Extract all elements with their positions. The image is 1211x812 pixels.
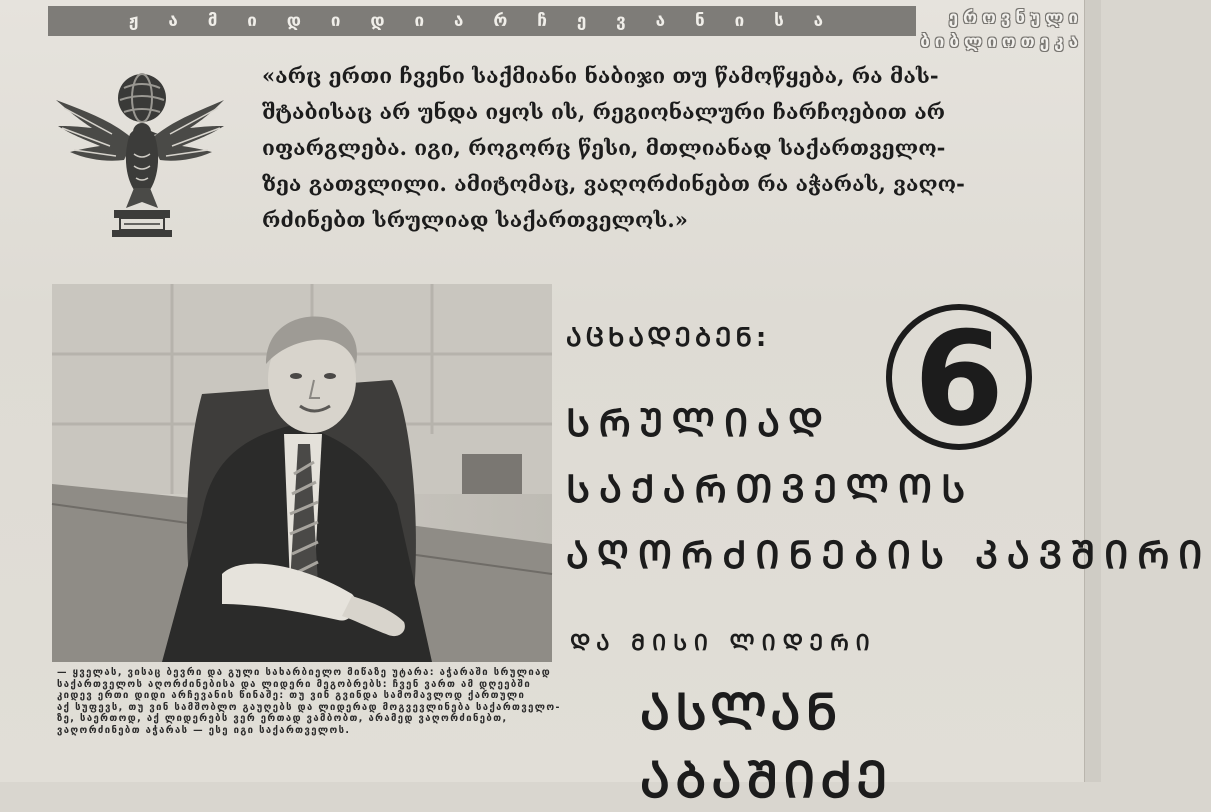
caption-line: საქართველოს აღორძინებისა და ლიდერი მეგობრებს: ჩვენ ვართ ამ დღეებში xyxy=(57,678,532,690)
ballot-number: 6 xyxy=(913,303,1005,455)
caption-line: კიდევ ერთი დიდი არჩევანის წინაშე: თუ ვინ გვინდა სამომავლოდ ქართული xyxy=(57,690,526,701)
quote-line: რძინებთ სრულიად საქართველოს.» xyxy=(262,207,688,232)
quote-block xyxy=(262,58,1070,238)
header-banner xyxy=(48,6,916,36)
and-leader-label: ᲓᲐ ᲛᲘᲡᲘ ᲚᲘᲓᲔᲠᲘ xyxy=(570,631,877,656)
stamp-line-2: ბიბლიოთეკა xyxy=(920,32,1083,52)
caption-line: ვაღორძინებთ აჭარას — ესე იგი საქართველოს. xyxy=(57,724,351,736)
portrait-illustration xyxy=(52,284,552,662)
leader-name: ᲐᲡᲚᲐᲜ ᲐᲑᲐᲨᲘᲫᲔ xyxy=(640,683,893,809)
photo-caption xyxy=(57,667,561,736)
stamp-line-1: ეროვნული xyxy=(948,8,1083,28)
leader-portrait-photo xyxy=(52,284,552,662)
caption-line: ზე, საერთოდ, აქ ლიდერებს ვერ ერთად ვამბობთ, არამედ ვაღორძინებთ, xyxy=(57,713,508,724)
header-title: ჟ ა მ ი დ ი დ ი ა რ ჩ ე ვ ა ნ ი ს ა xyxy=(128,11,836,31)
party-name xyxy=(566,390,1211,588)
party-name-line: ᲡᲐᲥᲐᲠᲗᲕᲔᲚᲝᲡ xyxy=(566,467,975,511)
quote-line: შტაბისაც არ უნდა იყოს ის, რეგიონალური ჩარჩოებით არ xyxy=(262,99,946,124)
party-name-line: ᲐᲦᲝᲠᲫᲘᲜᲔᲑᲘᲡ ᲙᲐᲕᲨᲘᲠᲘ xyxy=(566,533,1211,577)
quote-line: «არც ერთი ჩვენი საქმიანი ნაბიჯი თუ წამოწყება, რა მას- xyxy=(262,63,939,88)
library-stamp xyxy=(905,6,1083,58)
caption-line: აქ სუფევს, თუ ვინ სამშობლო გაუღებს და ლიდერად მოგვევლინება საქართველო- xyxy=(57,701,561,713)
announce-label: ᲐᲪᲮᲐᲓᲔᲑᲔᲜ: xyxy=(566,323,771,353)
party-name-line: ᲡᲠᲣᲚᲘᲐᲓ xyxy=(566,401,832,445)
caption-line: — ყველას, ვისაც ბევრი და გული სახარბიელო მიწაზე უტარა: აჭარაში სრულიად xyxy=(57,667,552,678)
quote-line: ზეა გათვლილი. ამიტომაც, ვაღორძინებთ რა აჭარას, ვაღო- xyxy=(262,171,965,196)
eagle-globe-emblem-icon xyxy=(52,70,228,240)
quote-line: იფარგლება. იგი, როგორც წესი, მთლიანად საქართველო- xyxy=(262,135,946,160)
